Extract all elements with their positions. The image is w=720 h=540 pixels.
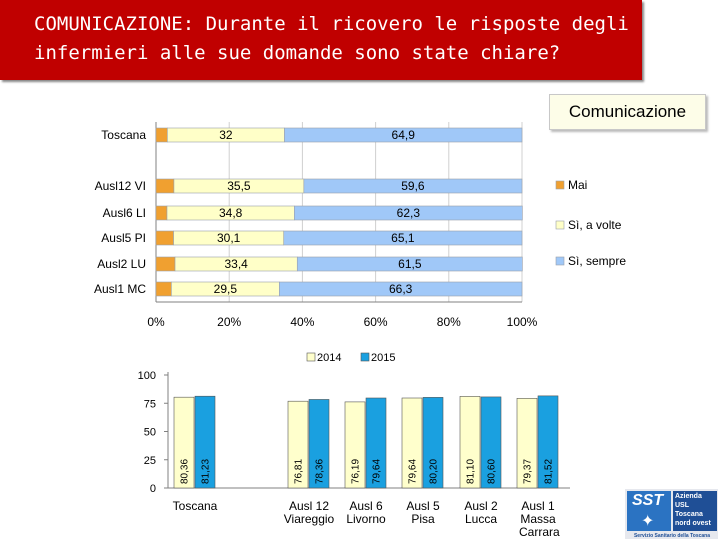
hbar-data-label: 34,8: [218, 206, 243, 220]
hbar-data-label: 59,6: [401, 179, 425, 193]
hbar-x-tick-label: 40%: [290, 315, 315, 329]
hbar-data-label: 65,1: [391, 231, 415, 245]
hbar-segment: [156, 282, 171, 296]
vbar-category-label: Lucca: [464, 512, 498, 526]
logo-line: USL: [675, 502, 689, 509]
page-title: COMUNICAZIONE: Durante il ricovero le risposte degli infermieri alle sue domande sono state chiare?: [34, 13, 629, 64]
hbar-data-label: 33,4: [224, 257, 248, 271]
hbar-segment: [156, 179, 174, 193]
hbar-data-label: 35,5: [227, 179, 251, 193]
vbar-data-label: 79,37: [522, 458, 534, 484]
hbar-data-label: 61,5: [398, 257, 422, 271]
vbar-category-label: Viareggio: [283, 512, 335, 526]
hbar-legend-label: Sì, a volte: [568, 218, 622, 232]
vbar-legend-swatch: [361, 353, 369, 361]
vbar-category-label: Livorno: [346, 512, 386, 526]
logo-sst-text: SST: [632, 492, 664, 509]
vbar-category-label: Ausl 5: [406, 499, 440, 513]
logo-caption: Servizio Sanitario della Toscana: [633, 533, 711, 539]
logo-line: Toscana: [675, 511, 703, 518]
vbar-data-label: 79,64: [371, 458, 383, 484]
vbar-category-label: Pisa: [411, 512, 435, 526]
vbar-category-label: Ausl 1: [521, 499, 555, 513]
hbar-category-label: Ausl12 VI: [94, 179, 146, 193]
hbar-x-tick-label: 80%: [436, 315, 461, 329]
hbar-category-label: Ausl5 PI: [101, 231, 146, 245]
vbar-y-tick-label: 0: [149, 483, 156, 495]
hbar-data-label: 64,9: [391, 128, 415, 142]
hbar-data-label: 32: [219, 128, 233, 142]
vbar-data-label: 78,36: [314, 458, 326, 484]
vbar-y-tick-label: 100: [137, 370, 156, 382]
hbar-legend-swatch: [556, 257, 564, 265]
hbar-category-label: Ausl6 LI: [102, 206, 146, 220]
vbar-data-label: 80,60: [486, 458, 498, 484]
vbar-category-label: Massa: [520, 512, 556, 526]
vbar-category-label: Ausl 6: [349, 499, 383, 513]
hbar-category-label: Ausl1 MC: [93, 282, 146, 296]
hbar-x-tick-label: 100%: [506, 315, 538, 329]
logo-line: nord ovest: [675, 520, 711, 527]
vbar-category-label: Carrara: [519, 525, 560, 539]
hbar-x-tick-label: 60%: [363, 315, 388, 329]
vbar-data-label: 76,19: [350, 458, 362, 484]
vbar-data-label: 81,52: [543, 458, 555, 484]
vbar-legend-swatch: [307, 353, 315, 361]
vbar-data-label: 76,81: [293, 458, 305, 484]
hbar-segment: [156, 206, 167, 220]
section-badge: Comunicazione: [549, 94, 706, 130]
hbar-category-label: Ausl2 LU: [97, 257, 146, 271]
vbar-category-label: Toscana: [172, 499, 218, 513]
dove-icon: ✦: [641, 513, 655, 530]
hbar-data-label: 29,5: [213, 282, 238, 296]
logo-line: Azienda: [675, 493, 702, 500]
hbar-data-label: 30,1: [216, 231, 241, 245]
asl-logo: [625, 489, 718, 539]
hbar-segment: [156, 257, 175, 271]
vbar-legend-label: 2015: [371, 352, 396, 364]
hbar-segment: [156, 128, 167, 142]
vbar-y-tick-label: 75: [143, 398, 156, 411]
logo-text-block: [673, 491, 717, 531]
vbar-data-label: 80,36: [179, 458, 191, 484]
hbar-data-label: 62,3: [396, 206, 421, 220]
hbar-segment: [156, 231, 174, 245]
vbar-data-label: 81,10: [465, 458, 477, 484]
hbar-category-label: Toscana: [101, 128, 146, 142]
vbar-category-label: Ausl 2: [464, 499, 498, 513]
hbar-legend-label: Sì, sempre: [568, 254, 627, 268]
hbar-legend-swatch: [556, 181, 564, 189]
vbar-y-tick-label: 25: [143, 454, 156, 467]
hbar-data-label: 66,3: [388, 282, 413, 296]
logo-box: [627, 491, 671, 531]
hbar-legend-swatch: [556, 221, 564, 229]
vbar-legend-label: 2014: [317, 352, 342, 364]
hbar-legend-label: Mai: [568, 178, 588, 192]
hbar-x-tick-label: 0%: [147, 315, 165, 329]
vbar-category-label: Ausl 12: [288, 499, 330, 513]
vbar-y-tick-label: 50: [143, 426, 156, 439]
vbar-data-label: 80,20: [428, 458, 440, 484]
hbar-x-tick-label: 20%: [217, 315, 242, 329]
vbar-data-label: 81,23: [200, 458, 212, 484]
vbar-data-label: 79,64: [407, 458, 419, 484]
